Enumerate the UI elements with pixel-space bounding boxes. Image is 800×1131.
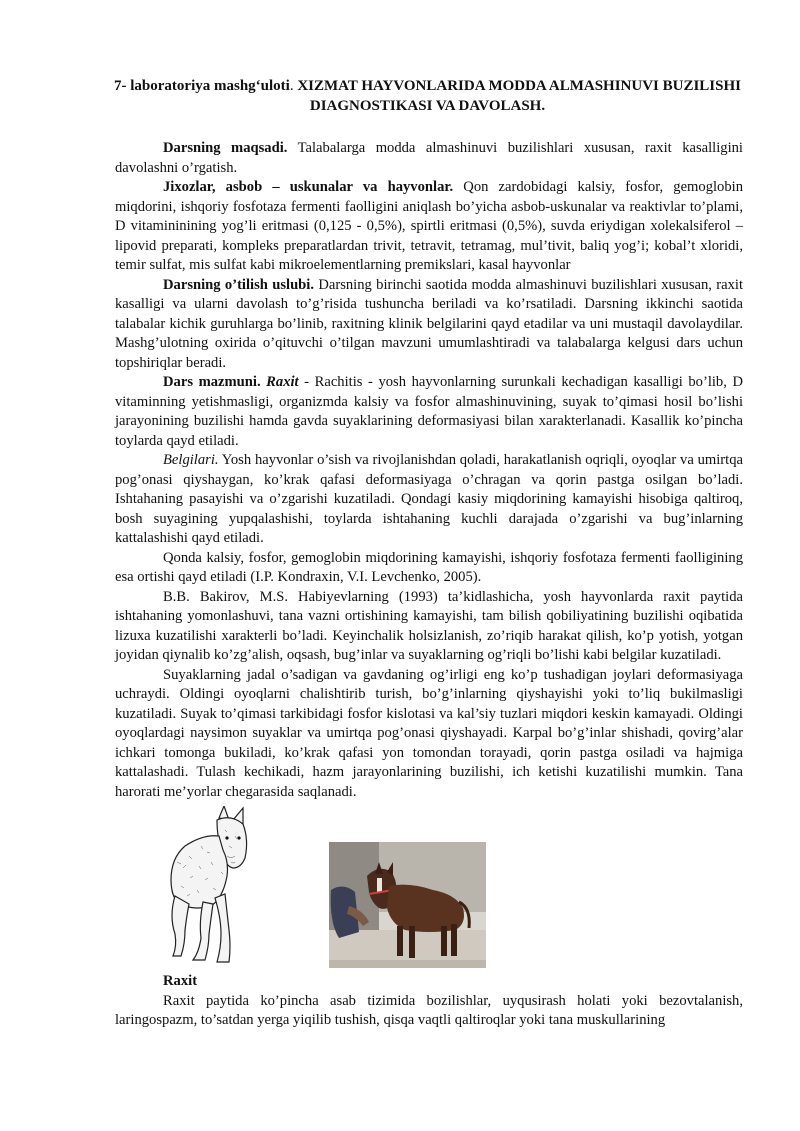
heading-maqsad: Darsning maqsadi.: [163, 140, 288, 156]
paragraph-maqsad: [115, 139, 743, 178]
text-jixozlar: Qon zardobidagi kalsiy, fosfor, gemoglobin miqdorini, ishqoriy fosfotaza fermenti faolligini aniqlash bo’yicha asbob-uskunalar va reaktivlar to’plami, D vitamininining yog’li eritmasi (0,125 - 0,5%), spirtli eritmasi (0,5%), suvda eriydigan xolekalsiferol – lipovid preparati, kompleks preparatlardan trivit, tetravit, tetramag, mul’tivit, baliq yog’i; kobal’t xloridi, temir sulfat, mis sulfat kabi mikroelementlarning premikslari, kasal hayvonlar: [115, 179, 743, 273]
title-prefix: 7- laboratoriya mashg‘uloti: [114, 78, 290, 94]
paragraph-qonda: Qonda kalsiy, fosfor, gemoglobin miqdorining kamayishi, ishqoriy fosfotaza fermenti faolligining esa ortishi qayd etiladi (I.P. Kondraxin, V.I. Levchenko, 2005).: [115, 549, 743, 585]
paragraph-suyak: Suyaklarning jadal o’sadigan va gavdaning og’irligi eng ko’p tushadigan joylari deformasiyaga uchraydi. Oldingi oyoqlarni chalishtirib turish, bo’g’inlarning qiyshayishi yoki to’liq bukilmasligi kuzatiladi. Suyak to’qimasi tarkibidagi fosfor kislotasi va kal’siy tuzlari miqdori keskin kamayadi. Oldingi oyoqlardagi naysimon suyaklar va umirtqa pog’onasi qiyshayadi. Karpal bo’g’inlar shishadi, qovirg’alar ichkari tomonga bukiladi, ko’krak qafasi yon tomondan torayadi, qorin pastga osiladi va hajmiga kattalashadi. Tulash kechikadi, hazm jarayonlarining buzilishi, ich ketishi kuzatilishi mumkin. Tana harorati me’yorlar chegarasida saqlanadi.: [115, 666, 743, 800]
heading-belgilari: Belgilari.: [163, 452, 219, 468]
term-raxit: Raxit: [266, 374, 299, 390]
page-title: [105, 76, 750, 116]
text-maqsad: Talabalarga modda almashinuvi buzilishlari xususan, raxit kasalligini davolashni o’rgatish.: [115, 140, 743, 176]
figures-row: [115, 806, 743, 972]
heading-mazmun: Dars mazmuni.: [163, 374, 261, 390]
title-separator: .: [289, 78, 294, 94]
paragraph-jixozlar: [115, 178, 743, 276]
paragraph-mazmun: [115, 373, 743, 451]
paragraph-bakirov: B.B. Bakirov, M.S. Habiyevlarning (1993) ta’kidlashicha, yosh hayvonlarda raxit paytida ishtahaning yomonlashuvi, tana vazni ortishining kamayishi, tam bilish qobiliyatining buzilishi oqibatida lizuxa kuzatilishi xarakterli bo’ladi. Keyinchalik holsizlanish, zo’riqib harakat qilish, ko’p yotish, yotgan joyidan qiynalib ko’zg’alish, oqsash, bug’inlar va suyaklarning og’riqli bo’lishi kabi belgilar kuzatiladi.: [115, 588, 743, 663]
paragraph-raxit: Raxit paytida ko’pincha asab tizimida bozilishlar, uyqusirash holati yoki bezovtalanish, laringospazm, to’satdan yerga yiqilib tushish, qisqa vaqtli qaltiroqlar yoki tana muskullarining: [115, 992, 743, 1028]
rachitic-foal-drawing: [163, 806, 255, 966]
heading-uslub: Darsning o’tilish uslubi.: [163, 276, 314, 293]
eye: [225, 836, 228, 839]
paragraph-uslub: [115, 276, 743, 374]
document-body: [115, 139, 743, 1031]
paragraph-belgilari: [115, 451, 743, 549]
foal-photo: [329, 842, 486, 968]
heading-jixozlar: Jixozlar, asbob – uskunalar va hayvonlar.: [163, 179, 454, 195]
text-belgilari: Yosh hayvonlar o’sish va rivojlanishdan qoladi, harakatlanish oqriqli, oyoqlar va umirtqa pog’onasi qiyshaygan, ko’krak qafasi deformasiyaga o’chragan va qorin pastga osilgan bo’ladi. Ishtahaning pasayishi va o’zgarishi kuzatiladi. Qondagi kasiy miqdorining kamayishi hisobiga qaltiroq, bosh suyagining yupqalashishi, toylarda ishtahaning kuchli darajada o’zgarishi va bug’inlarning kattalashishi qayd etiladi.: [115, 452, 743, 546]
title-main: XIZMAT HAYVONLARIDA MODDA ALMASHINUVI BUZILISHI DIAGNOSTIKASI VA DAVOLASH.: [297, 78, 741, 114]
text-mazmun: - Rachitis - yosh hayvonlarning surunkali kechadigan kasalligi bo’lib, D vitaminning yetishmasligi, organizmda kalsiy va fosfor almashinuvining, suyak to’qimasi hosil bo’lishi jarayonining buzilishi hamda gavda suyaklarining deformasiyasi bilan xarakterlanadi. Kasallik ko’pincha toylarda qayd etiladi.: [115, 374, 743, 449]
text-uslub: Darsning birinchi saotida modda almashinuvi buzilishlari xususan, raxit kasalligi va ularni davolash to’g’risida tushuncha beriladi va ko’rsatiladi. Darsning ikkinchi saotida talabalar kichik guruhlarga bo’linib, raxitning klinik belgilarini qayd etadilar va uni mustaqil davolaydilar. Mashg’ulotning oxirida o’qituvchi o’tilgan mavzuni umumlashtiradi va talabalarga kelgusi dars uchun topshiriqlar beradi.: [115, 276, 743, 371]
figure-caption: Raxit: [163, 973, 198, 989]
